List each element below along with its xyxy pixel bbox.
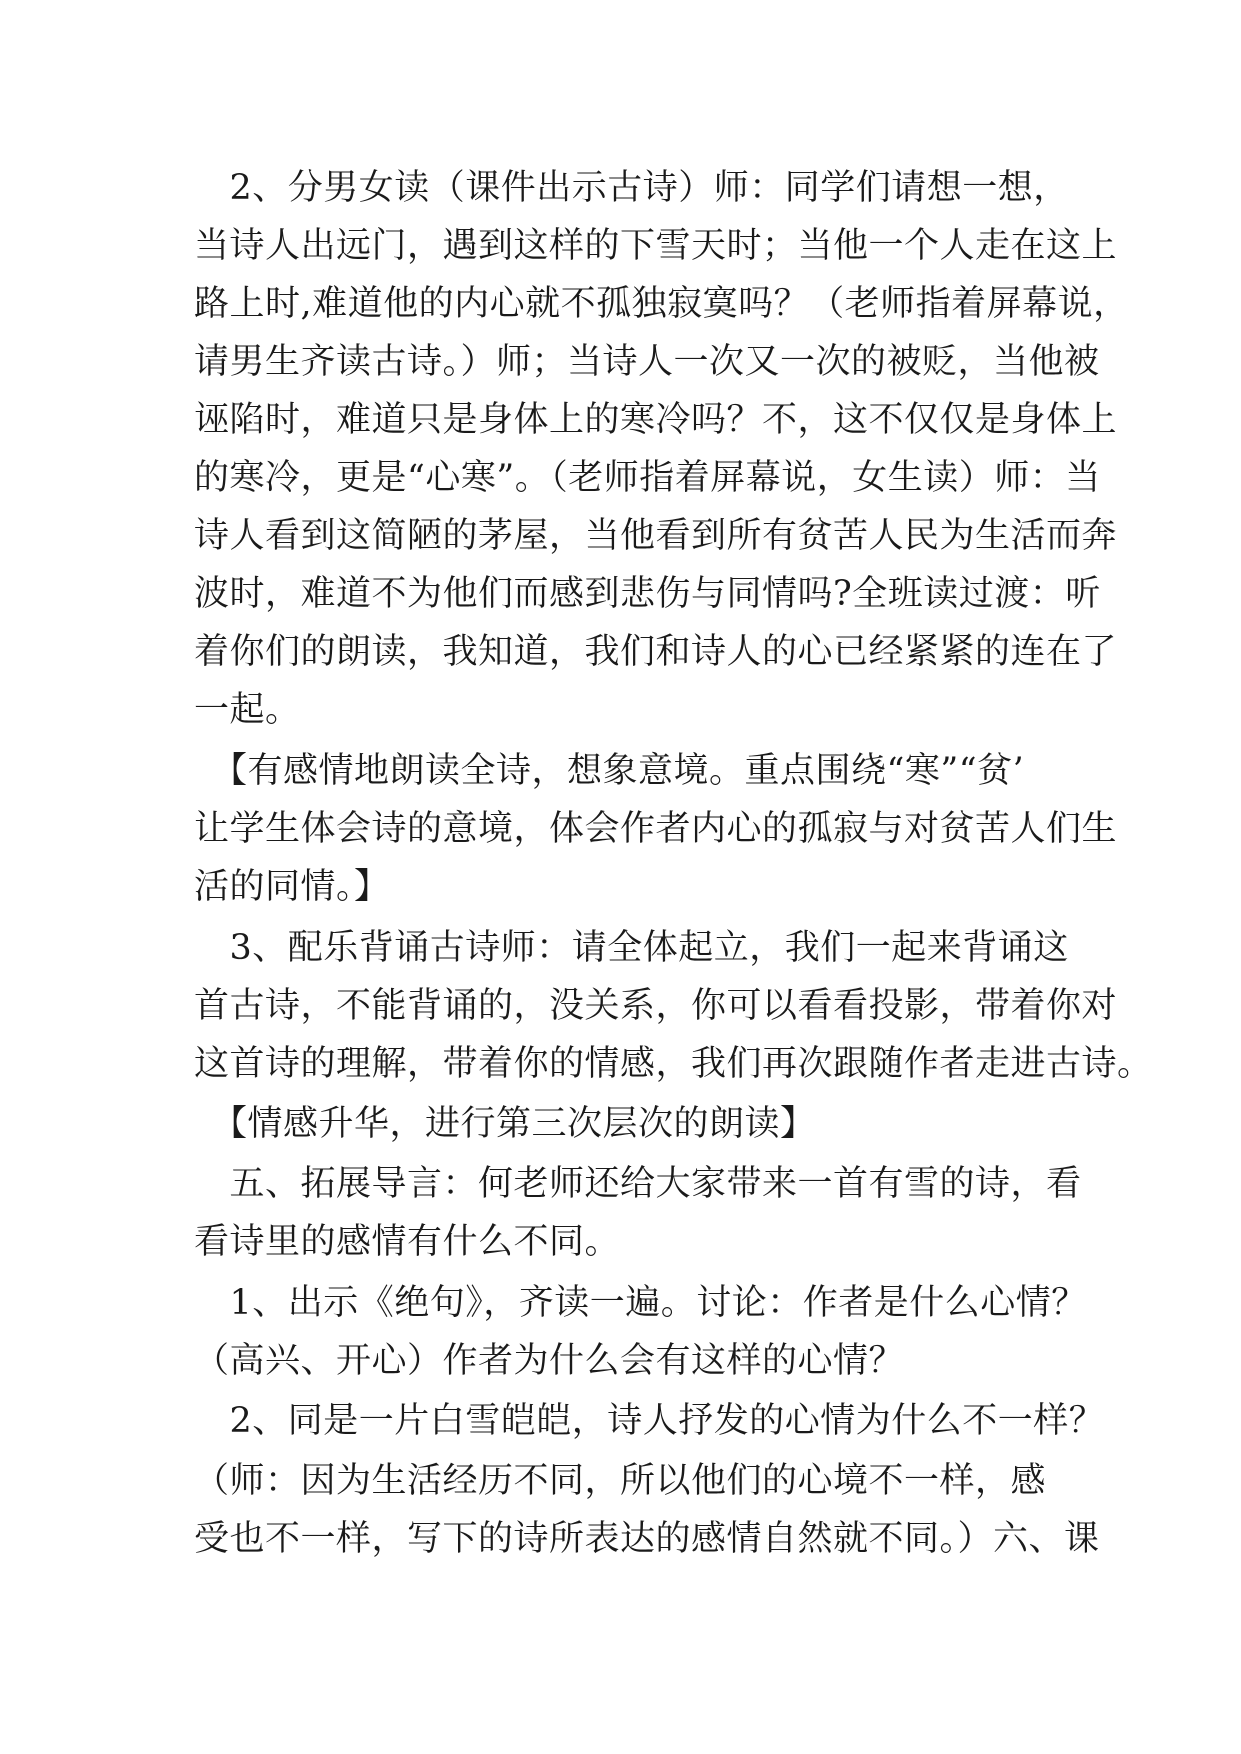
text-line: （师：因为生活经历不同，所以他们的心境不一样，感 (194, 1461, 1047, 1501)
text-line: 的寒冷，更是“心寒”。（老师指着屏幕说，女生读）师：当 (194, 458, 1101, 498)
text-line: 受也不一样，写下的诗所表达的感情自然就不同。）六、课 (194, 1519, 1100, 1559)
text-line: 2、同是一片白雪皑皑，诗人抒发的心情为什么不一样？ (194, 1401, 1105, 1441)
text-line: 1、出示《绝句》，齐读一遍。讨论：作者是什么心情？ (194, 1283, 1087, 1323)
text-line: 着你们的朗读，我知道，我们和诗人的心已经紧紧的连在了 (194, 632, 1118, 672)
text-line: 【有感情地朗读全诗，想象意境。重点围绕“寒”“贫’ (194, 751, 1025, 791)
text-line: 一起。 (194, 690, 301, 730)
text-line: 看诗里的感情有什么不同。 (194, 1222, 621, 1262)
text-line: 2、分男女读（课件出示古诗）师：同学们请想一想， (194, 168, 1069, 208)
text-line: 活的同情。】 (194, 867, 390, 907)
text-line: 路上时,难道他的内心就不孤独寂寞吗？（老师指着屏幕说， (194, 284, 1129, 324)
text-line: 波时，难道不为他们而感到悲伤与同情吗?全班读过渡：听 (194, 574, 1101, 614)
text-line: （高兴、开心）作者为什么会有这样的心情？ (194, 1341, 905, 1381)
text-line: 请男生齐读古诗。）师；当诗人一次又一次的被贬，当他被 (194, 342, 1100, 382)
text-line: 这首诗的理解，带着你的情感，我们再次跟随作者走进古诗。 (194, 1044, 1153, 1084)
text-line: 让学生体会诗的意境，体会作者内心的孤寂与对贫苦人们生 (194, 809, 1118, 849)
text-line: 诬陷时，难道只是身体上的寒冷吗？不，这不仅仅是身体上 (194, 400, 1118, 440)
text-line: 【情感升华，进行第三次层次的朗读】 (194, 1104, 816, 1144)
text-line: 诗人看到这简陋的茅屋，当他看到所有贫苦人民为生活而奔 (194, 516, 1118, 556)
text-line: 当诗人出远门，遇到这样的下雪天时；当他一个人走在这上 (194, 226, 1118, 266)
text-line: 首古诗，不能背诵的，没关系，你可以看看投影，带着你对 (194, 986, 1118, 1026)
text-line: 3、配乐背诵古诗师：请全体起立，我们一起来背诵这 (194, 928, 1069, 968)
text-line: 五、拓展导言：何老师还给大家带来一首有雪的诗，看 (194, 1164, 1082, 1204)
